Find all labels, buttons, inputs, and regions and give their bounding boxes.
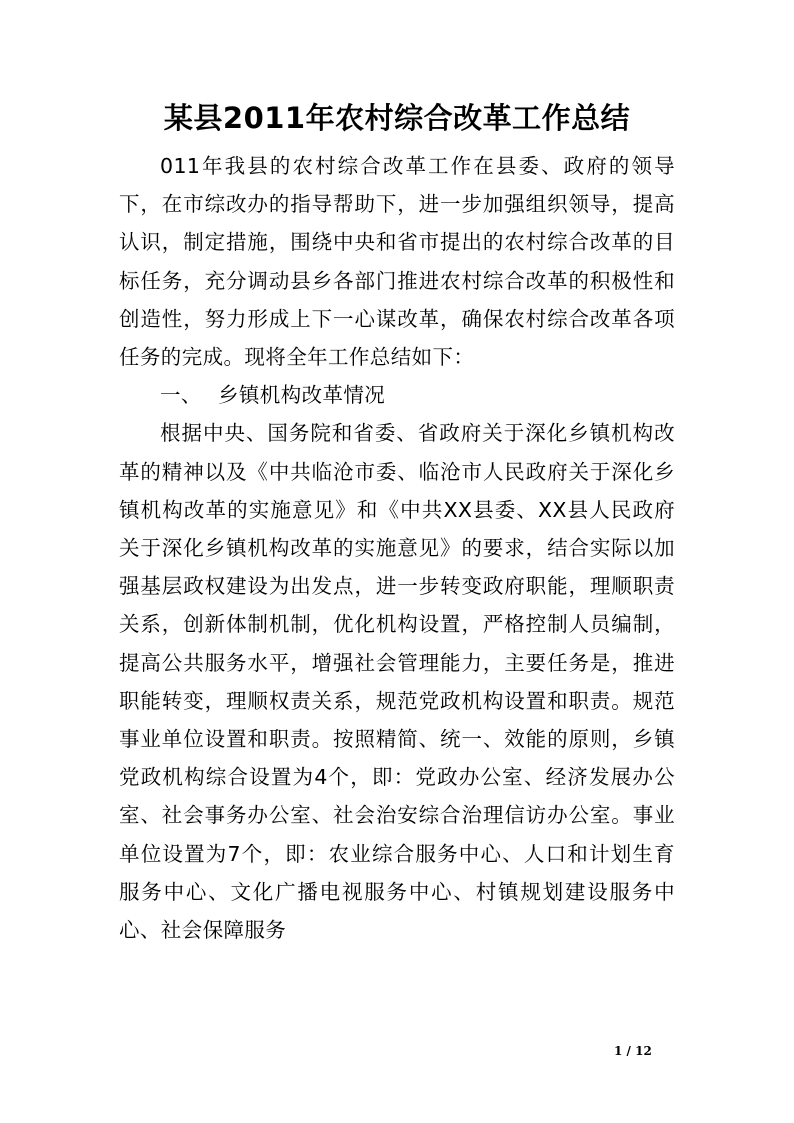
document-title: 某县2011年农村综合改革工作总结 — [163, 101, 631, 135]
document-body — [119, 147, 675, 949]
section-heading — [119, 376, 675, 414]
intro-paragraph: 011年我县的农村综合改革工作在县委、政府的领导下，在市综改办的指导帮助下，进一步加强组织领导，提高认识，制定措施，围绕中央和省市提出的农村综合改革的目标任务，充分调动县乡各部门推进农村综合改革的积极性和创造性，努力形成上下一心谋改革，确保农村综合改革各项任务的完成。现将全年工作总结如下： — [119, 154, 675, 370]
page-number: 1 / 12 — [614, 1044, 652, 1058]
section-paragraph: 根据中央、国务院和省委、省政府关于深化乡镇机构改革的精神以及《中共临沧市委、临沧市人民政府关于深化乡镇机构改革的实施意见》和《中共XX县委、XX县人民政府关于深化乡镇机构改革的实施意见》的要求，结合实际以加强基层政权建设为出发点，进一步转变政府职能，理顺职责关系，创新体制机制，优化机构设置，严格控制人员编制，提高公共服务水平，增强社会管理能力，主要任务是，推进职能转变，理顺权责关系，规范党政机构设置和职责。规范事业单位设置和职责。按照精简、统一、效能的原则，乡镇党政机构综合设置为4个，即：党政办公室、经济发展办公室、社会事务办公室、社会治安综合治理信访办公室。事业单位设置为7个，即：农业综合服务中心、人口和计划生育服务中心、文化广播电视服务中心、村镇规划建设服务中心、社会保障服务 — [119, 421, 675, 943]
section-heading-text: 乡镇机构改革情况 — [218, 383, 386, 408]
section-number: 一、 — [160, 383, 202, 408]
